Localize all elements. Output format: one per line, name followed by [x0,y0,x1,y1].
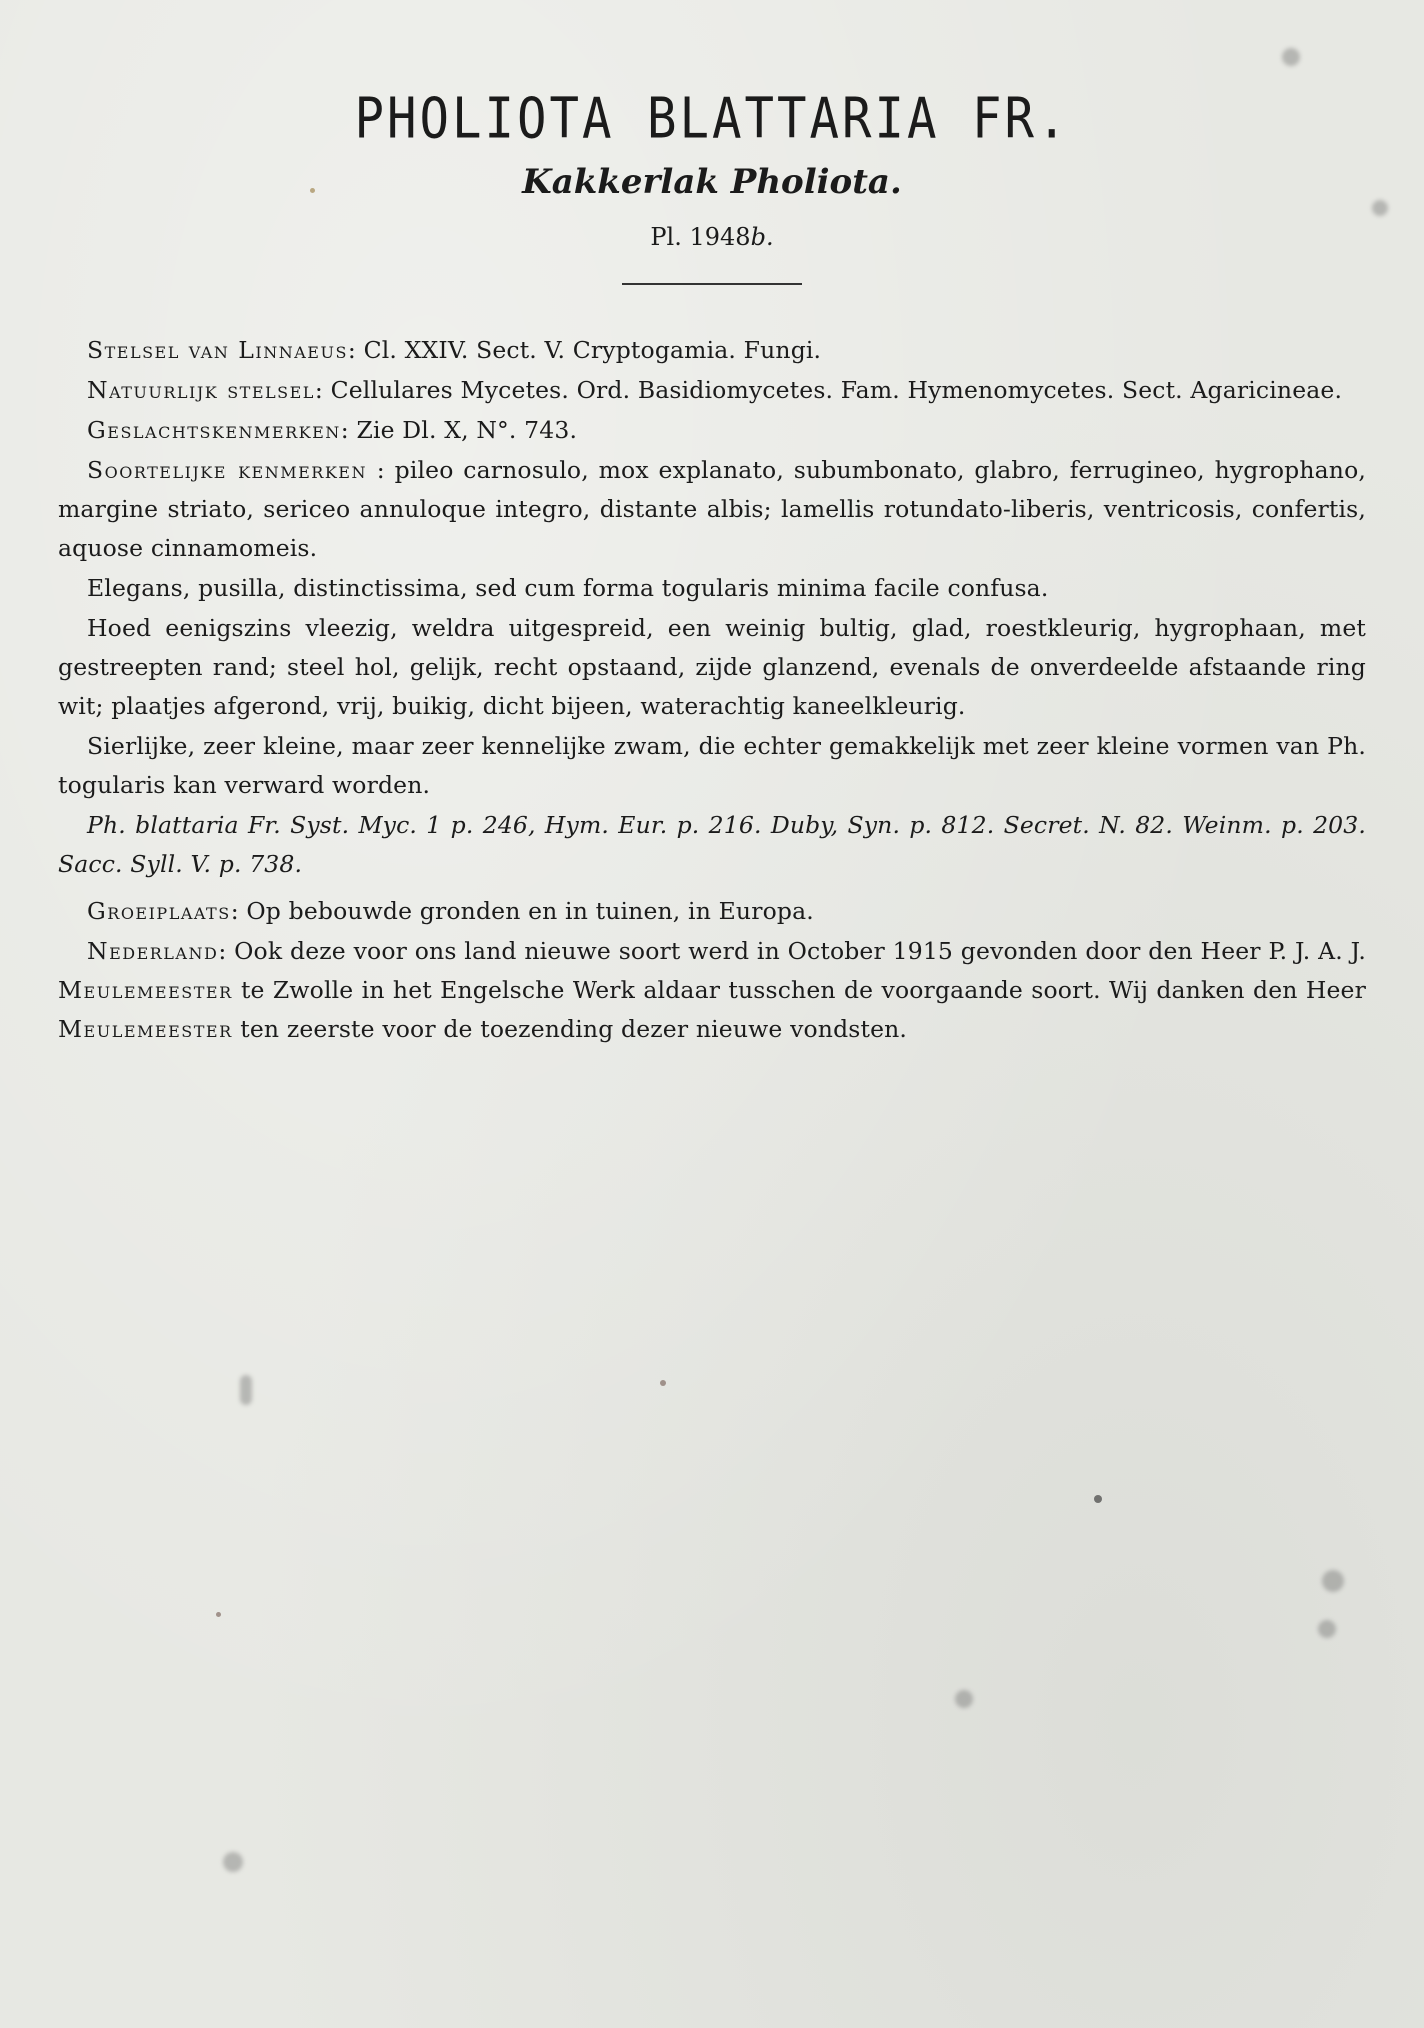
genus-characters-section [58,411,1366,450]
section-label: Groeiplaats [87,897,231,925]
plate-suffix: b. [750,223,774,251]
section-text: pileo carnosulo, mox explanato, subumbonato, glabro, ferrugineo, hygrophano, margine striato, sericeo annuloque integro, distante albis; lamellis rotundato-liberis, ventricosis, confertis, aquose cinnamomeis. [58,456,1367,562]
section-text: Cl. XXIV. Sect. V. Cryptogamia. Fungi. [363,336,822,364]
section-label: Geslachtskenmerken [87,416,341,444]
section-sep: : [366,456,395,484]
species-title: PHOLIOTA BLATTARIA FR. [354,85,1070,152]
section-sep: : [230,897,247,925]
natural-system-section [58,371,1366,410]
section-sep: : [340,416,357,444]
plate-number [58,225,1366,249]
paper-speck [223,1852,243,1872]
section-sep: : [347,336,364,364]
section-text: Cellulares Mycetes. Ord. Basidiomycetes. Fam. Hymenomycetes. Sect. Agaricineae. [330,376,1343,404]
paper-speck [240,1375,252,1405]
section-text: Op bebouwde gronden en in tuinen, in Europa. [246,897,814,925]
common-name: Kakkerlak Pholiota. [522,162,902,202]
paper-speck [1282,48,1300,66]
dutch-description: Hoed eenigszins vleezig, weldra uitgespreid, een weinig bultig, glad, roestkleurig, hygrophaan, met gestreepten rand; steel hol, gelijk, recht opstaand, zijde glanzend, evenals de onverdeelde afstaande ring wit; plaatjes afgerond, vrij, buikig, dicht bijeen, waterachtig kaneelkleurig. [58,614,1366,720]
paper-speck [955,1690,973,1708]
section-text: ten zeerste voor de toezending dezer nieuwe vondsten. [232,1015,908,1043]
section-text: Ook deze voor ons land nieuwe soort werd in October 1915 gevonden door den Heer P. J. A. J. [234,937,1367,965]
paper-speck [216,1612,221,1617]
paper-speck [1318,1620,1336,1638]
collector-name: Meulemeester [58,976,233,1004]
document-page [58,80,1366,1050]
netherlands-section [58,932,1366,1049]
latin-note: Elegans, pusilla, distinctissima, sed cum forma togularis minima facile confusa. [87,574,1049,602]
section-text: te Zwolle in het Engelsche Werk aldaar tusschen de voorgaande soort. Wij danken den Heer [232,976,1366,1004]
section-sep: : [314,376,331,404]
title-divider [622,283,802,285]
paper-speck [660,1380,666,1386]
linnaeus-section [58,331,1366,370]
section-label: Nederland [87,937,219,965]
section-label: Soortelijke kenmerken [87,456,367,484]
section-sep: : [218,937,235,965]
paper-speck [1372,200,1388,216]
paper-speck [1094,1495,1102,1503]
section-label: Natuurlijk stelsel [87,376,315,404]
paper-speck [310,188,315,193]
body-text [58,331,1366,1049]
plate-prefix: Pl. 1948 [650,223,751,251]
section-label: Stelsel van Linnaeus [87,336,348,364]
species-characters-section [58,451,1366,568]
section-text: Zie Dl. X, N°. 743. [356,416,578,444]
habitat-section [58,892,1366,931]
dutch-note: Sierlijke, zeer kleine, maar zeer kennelijke zwam, die echter gemakkelijk met zeer kleine vormen van Ph. togularis kan verward worden. [58,732,1366,799]
references: Ph. blattaria Fr. Syst. Myc. 1 p. 246, Hym. Eur. p. 216. Duby, Syn. p. 812. Secret. N. 82. Weinm. p. 203. Sacc. Syll. V. p. 738. [58,811,1366,878]
collector-name: Meulemeester [58,1015,233,1043]
paper-speck [1322,1570,1344,1592]
